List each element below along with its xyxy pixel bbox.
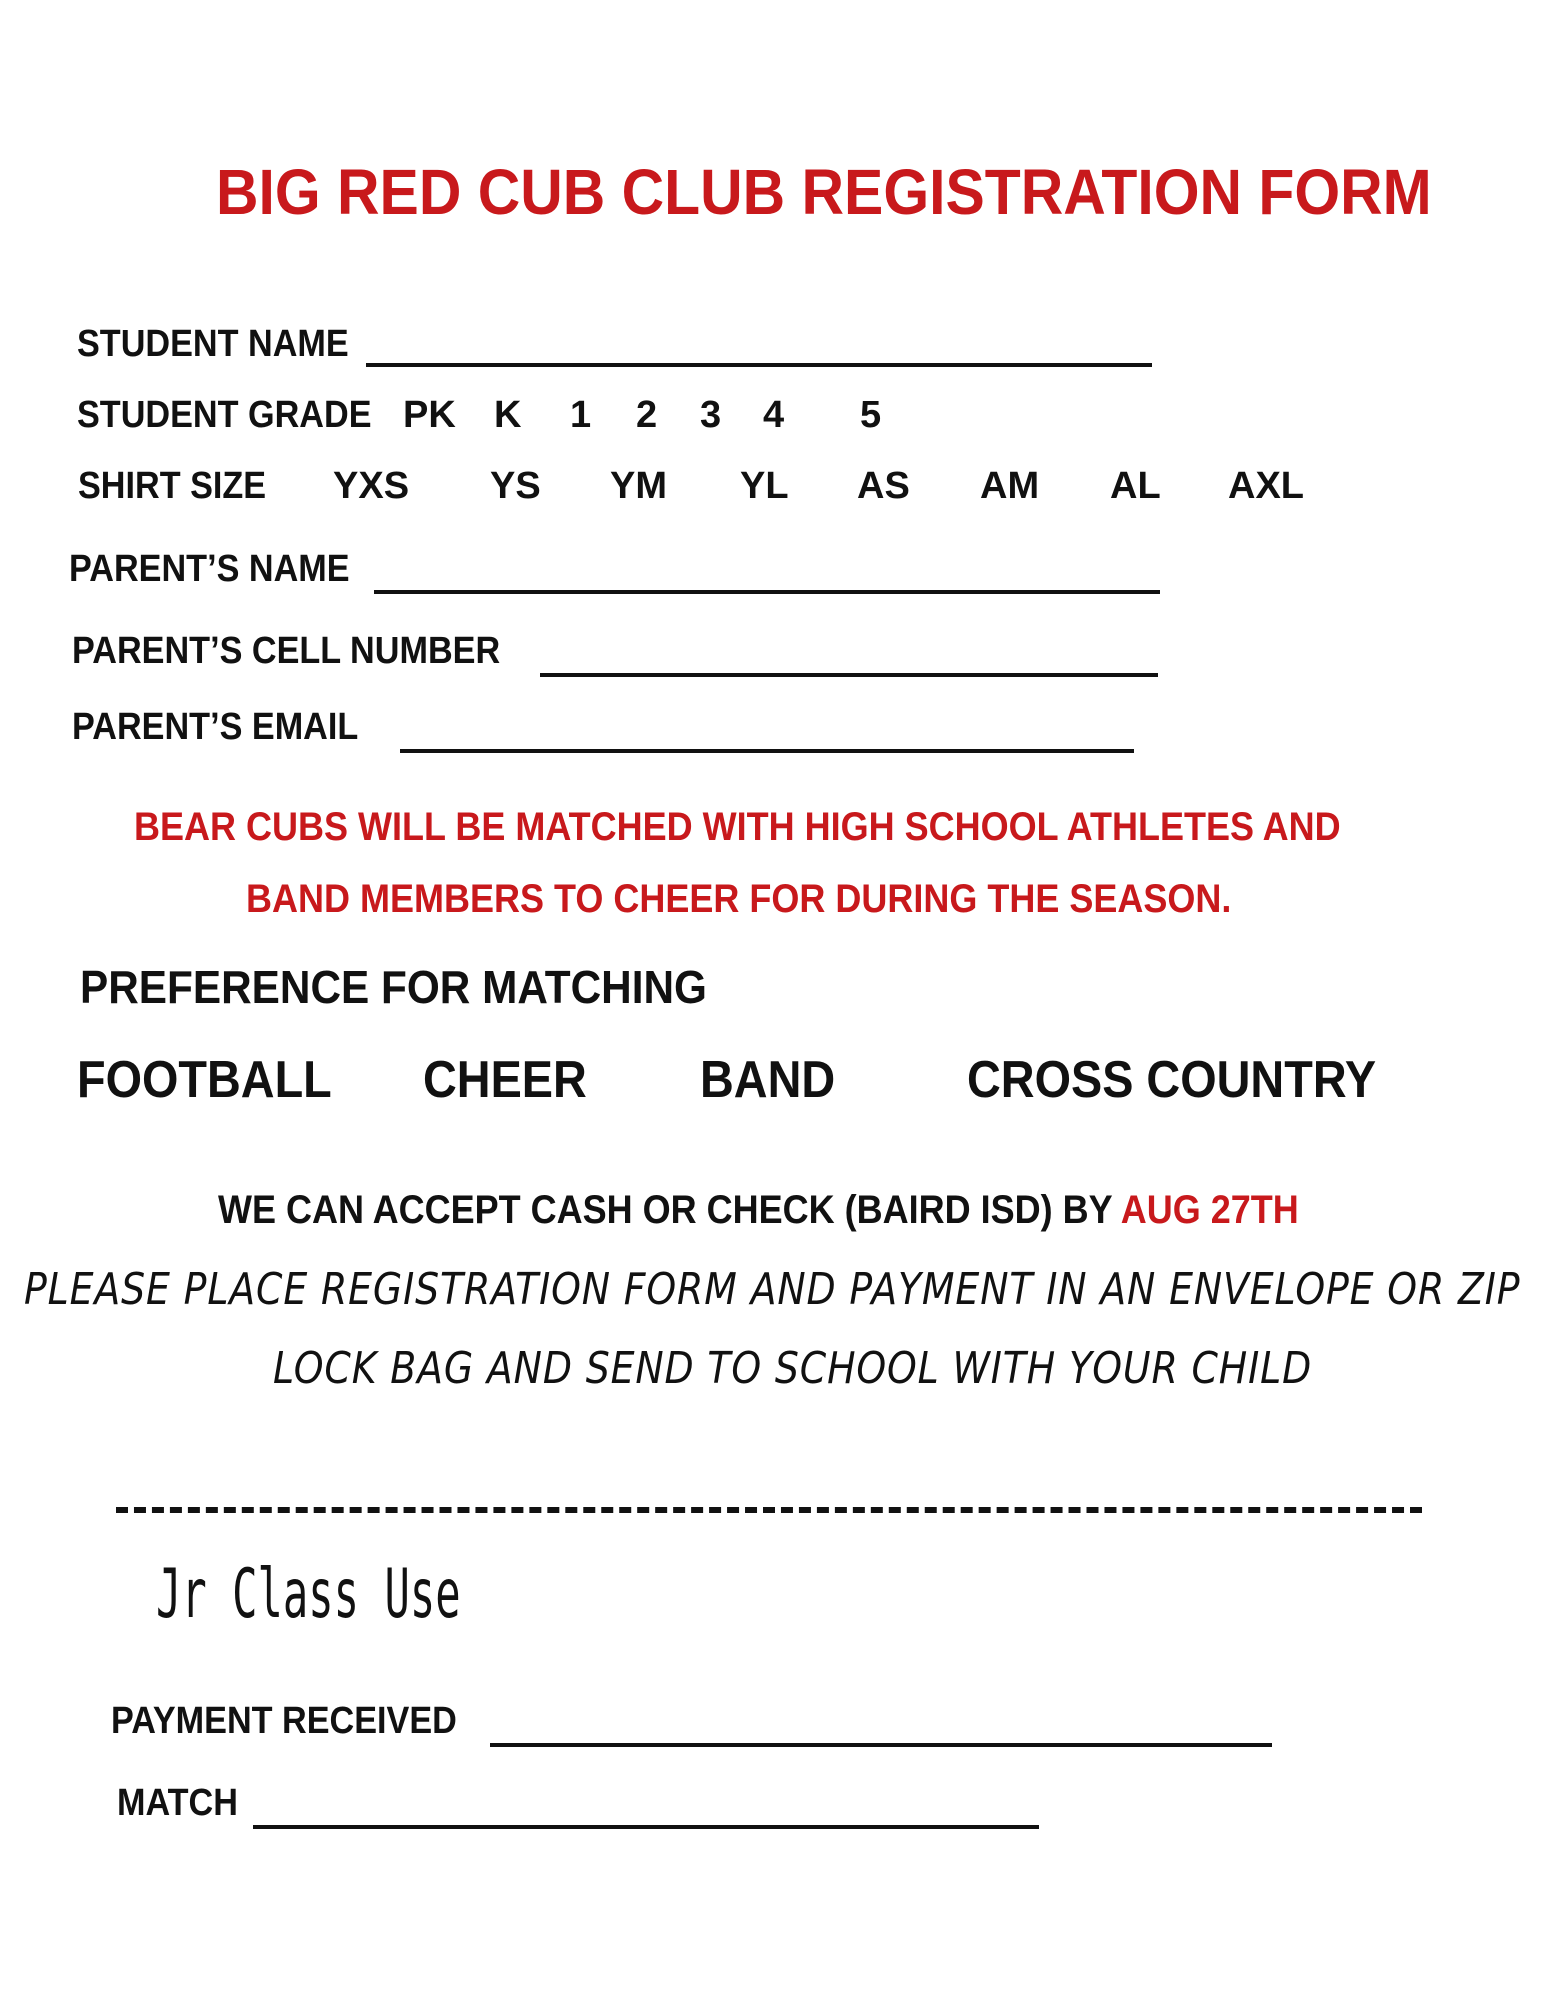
parent-cell-field[interactable] (540, 673, 1158, 677)
shirt-size-yl[interactable]: YL (740, 465, 789, 507)
grade-option-4[interactable]: 4 (763, 394, 785, 436)
student-name-field[interactable] (366, 363, 1152, 367)
grade-option-3[interactable]: 3 (700, 394, 722, 436)
form-title: BIG RED CUB CLUB REGISTRATION FORM (216, 156, 1432, 228)
cut-line-divider (116, 1507, 1422, 1513)
parent-cell-label: PARENT’S CELL NUMBER (72, 630, 501, 672)
match-field[interactable] (253, 1825, 1039, 1829)
preference-heading: PREFERENCE FOR MATCHING (80, 961, 707, 1013)
payment-received-label: PAYMENT RECEIVED (111, 1700, 457, 1742)
instruction-line2: LOCK BAG AND SEND TO SCHOOL WITH YOUR CHILD (273, 1343, 1313, 1394)
preference-band[interactable]: BAND (700, 1051, 836, 1109)
grade-option-1[interactable]: 1 (570, 394, 592, 436)
parent-name-label: PARENT’S NAME (69, 548, 350, 590)
payment-info (218, 1188, 1299, 1233)
student-name-label: STUDENT NAME (77, 323, 349, 365)
matching-notice-line2: BAND MEMBERS TO CHEER FOR DURING THE SEASON. (246, 877, 1232, 921)
match-label: MATCH (117, 1782, 238, 1824)
parent-email-field[interactable] (400, 749, 1134, 753)
office-use-heading: Jr Class Use (156, 1555, 461, 1634)
shirt-size-al[interactable]: AL (1110, 465, 1161, 507)
parent-name-field[interactable] (374, 590, 1160, 594)
preference-cheer[interactable]: CHEER (423, 1051, 587, 1109)
shirt-size-am[interactable]: AM (980, 465, 1040, 507)
shirt-size-label: SHIRT SIZE (78, 465, 267, 507)
shirt-size-ys[interactable]: YS (490, 465, 541, 507)
instruction-line1: PLEASE PLACE REGISTRATION FORM AND PAYMENT IN AN ENVELOPE OR ZIP (24, 1264, 1521, 1315)
payment-text: WE CAN ACCEPT CASH OR CHECK (BAIRD ISD) BY (218, 1188, 1113, 1232)
matching-notice-line1: BEAR CUBS WILL BE MATCHED WITH HIGH SCHOOL ATHLETES AND (134, 805, 1341, 849)
grade-option-pk[interactable]: PK (403, 394, 456, 436)
preference-cross-country[interactable]: CROSS COUNTRY (967, 1051, 1377, 1109)
shirt-size-as[interactable]: AS (857, 465, 910, 507)
preference-football[interactable]: FOOTBALL (77, 1051, 332, 1109)
grade-option-k[interactable]: K (494, 394, 522, 436)
shirt-size-yxs[interactable]: YXS (333, 465, 410, 507)
grade-option-2[interactable]: 2 (636, 394, 658, 436)
shirt-size-ym[interactable]: YM (610, 465, 667, 507)
shirt-size-axl[interactable]: AXL (1228, 465, 1304, 507)
payment-deadline: AUG 27TH (1120, 1188, 1299, 1232)
payment-received-field[interactable] (490, 1743, 1272, 1747)
grade-option-5[interactable]: 5 (860, 394, 882, 436)
parent-email-label: PARENT’S EMAIL (72, 706, 359, 748)
student-grade-label: STUDENT GRADE (77, 394, 372, 436)
